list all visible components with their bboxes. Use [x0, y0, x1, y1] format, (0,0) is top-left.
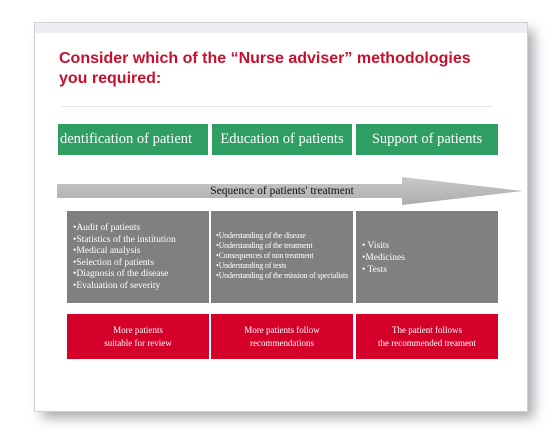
activity-item: •Understanding of the disease: [216, 231, 306, 240]
outcome-line: suitable for review: [104, 337, 172, 348]
category-label: Support of patients: [371, 131, 483, 147]
outcome-line: recommendations: [250, 337, 314, 348]
category-label: dentification of patient: [60, 131, 193, 147]
slide-title: Consider which of the “Nurse adviser” methodologies you required:: [59, 50, 471, 87]
activity-item: •Diagnosis of the disease: [73, 269, 169, 279]
activity-item: •Selection of patients: [73, 257, 154, 268]
category-support: [356, 124, 498, 155]
sequence-label: Sequence of patients' treatment: [210, 185, 354, 197]
activity-item: •Understanding of the treatment: [216, 241, 313, 250]
activity-list: [73, 223, 209, 292]
activity-box-education: [211, 211, 353, 303]
category-label: Education of patients: [220, 131, 344, 147]
outcome-box-support: [356, 314, 498, 359]
activity-box-support: [356, 211, 498, 303]
activity-item: •Audit of patients: [73, 223, 141, 233]
sequence-arrow: [57, 177, 523, 205]
title-divider: [61, 106, 493, 107]
outcome-box-education: [211, 314, 353, 359]
category-education: [212, 124, 352, 155]
activity-item: • Tests: [362, 265, 387, 275]
category-identification: [58, 124, 208, 155]
activity-item: •Medicines: [362, 253, 405, 263]
outcome-line: More patients: [113, 324, 163, 335]
outcome-box-identification: [67, 314, 209, 359]
activity-item: •Statistics of the institution: [73, 234, 176, 245]
activity-item: • Visits: [362, 241, 390, 251]
activity-box-identification: [67, 211, 209, 303]
activity-item: •Understanding of tests: [216, 261, 287, 270]
activity-list: [362, 240, 498, 276]
outcome-line: the recommended treament: [378, 337, 476, 348]
activity-list: [216, 231, 353, 281]
slide: [34, 22, 528, 412]
activity-item: •Evaluation of severity: [73, 280, 161, 291]
slide-top-bar: [35, 23, 527, 33]
activity-item: •Understanding of the mission of specialists: [216, 271, 348, 280]
outcome-line: The patient follows: [392, 324, 462, 335]
outcome-line: More patients follow: [244, 324, 320, 335]
activity-item: •Medical analysis: [73, 246, 141, 256]
activity-item: •Consequences of non treatment: [216, 251, 314, 260]
